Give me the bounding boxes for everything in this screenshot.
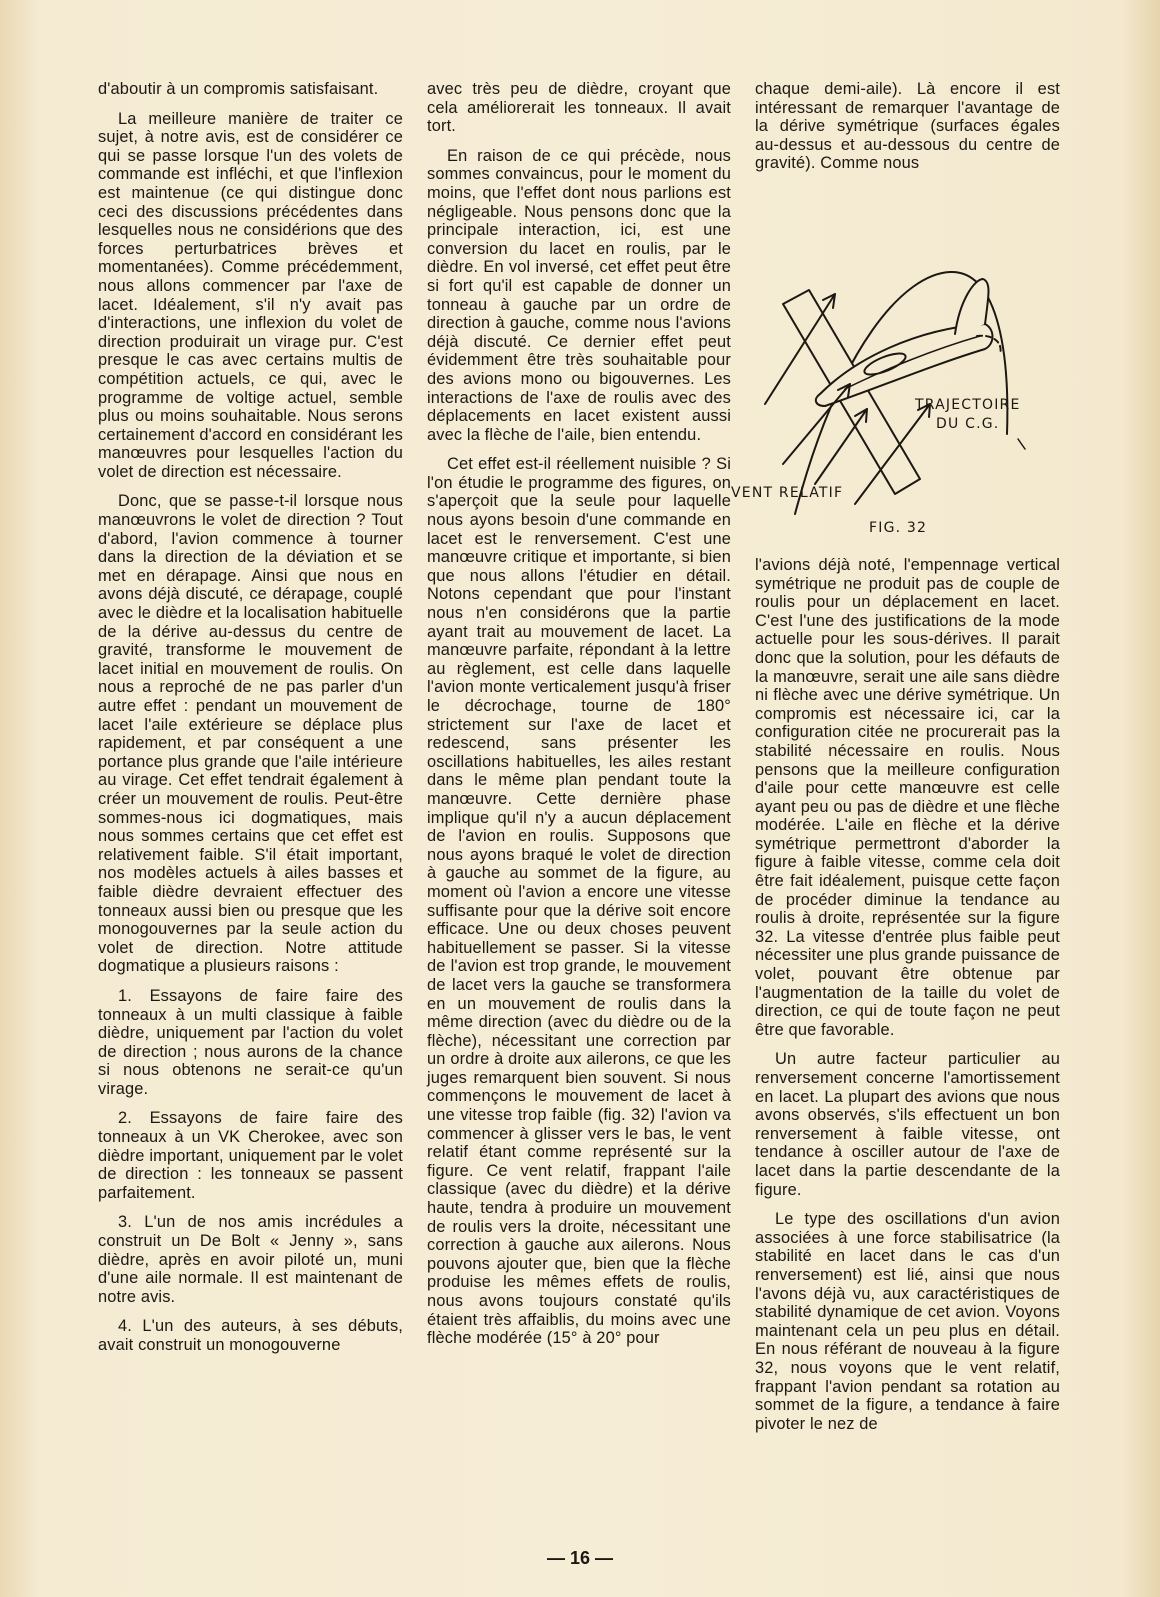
trajectory-label: [915, 396, 1021, 433]
paragraph: Donc, que se passe-t-il lorsque nous manœuvrons le volet de direction ? Tout d'abord, l'avion commence à tourner dans la direction de la déviation et se met en dérapage. Ainsi que nous en avons déjà discuté, ce dérapage, couplé avec le dièdre et la localisation habituelle de la dérive au-dessus du centre de gravité, transforme le mouvement de lacet initial en mouvement de roulis. On nous a reproché de ne pas parler d'un autre effet : pendant un mouvement de lacet l'aile extérieure se déplace plus rapidement, et par conséquent a une portance plus grande que l'aile intérieure au virage. Cet effet tendrait également à créer un mouvement de roulis. Peut-être sommes-nous ici dogmatiques, mais nous sommes certains que cet effet est relativement faible. S'il était important, nos modèles actuels à ailes basses et faible dièdre devraient effectuer des tonneaux aussi bien ou presque que les monogouvernes par la seule action du volet de direction. Notre attitude dogmatique a plusieurs raisons :: [98, 492, 403, 976]
page-number: — 16 —: [546, 1548, 614, 1568]
paragraph: d'aboutir à un compromis satisfaisant.: [98, 80, 379, 98]
paragraph: La meilleure manière de traiter ce sujet, à notre avis, est de considérer ce qui se passe lorsque l'un des volets de commande est infléchi, et que l'inflexion est maintenue (ce qui distingue donc ceci des discussions précédentes dans lesquelles nous ne considérions que des forces perturbatrices brèves et momentanées). Comme précédemment, nous allons commencer par l'axe de lacet. Idéalement, s'il n'y avait pas d'interactions, une inflexion du volet de direction produirait un virage pur. C'est presque le cas avec certains multis de compétition actuels, ce qui, avec le programme de voltige actuel, semble plus ou moins souhaitable. Nous serons certainement d'accord en considérant les manœuvres pour lesquelles l'action du volet de direction est nécessaire.: [98, 109, 403, 481]
text-column-3: [731, 80, 1060, 1444]
paragraph: l'avions déjà noté, l'empennage vertical symétrique ne produit pas de couple de roulis pour un déplacement en lacet. C'est l'une des justifications de la mode actuelle pour les sous-dérives. Il parait donc que la solution, pour les défauts de la manœuvre, serait une aile sans dièdre ni flèche avec une dérive symétrique. Un compromis est nécessaire ici, car la configuration citée ne procurerait pas la stabilité nécessaire en roulis. Nous pensons que la meilleure configuration d'aile pour cette manœuvre est celle ayant peu ou pas de dièdre et une flèche modérée. L'aile en flèche et la dérive symétrique permettront d'aborder la figure à faible vitesse, comme cela doit être fait idéalement, puisque cette façon de procéder diminue la tendance au roulis à droite, représentée sur la figure 32. La vitesse d'entrée plus faible peut nécessiter une plus grande puissance de volet, pouvant être obtenue par l'augmentation de la taille du volet de direction, ce qui de toute façon ne peut être que favorable.: [755, 555, 1060, 1039]
figure-32: [731, 184, 1050, 536]
paragraph: Un autre facteur particulier au renversement concerne l'amortissement en lacet. La plupart des avions que nous avons observés, s'ils effectuent un bon renversement à faible vitesse, ont tendance à osciller autour de l'axe de lacet dans la partie descendante de la figure.: [755, 1050, 1060, 1199]
list-item: 2. Essayons de faire faire des tonneaux à un VK Cherokee, avec son dièdre important, uniquement par le volet de direction : les tonneaux se passent parfaitement.: [98, 1109, 403, 1202]
figure-caption: FIG. 32: [869, 519, 928, 536]
text-column-1: [98, 80, 403, 1366]
list-item: 4. L'un des auteurs, à ses débuts, avait construit un monogouverne: [98, 1317, 403, 1354]
paragraph: En raison de ce qui précède, nous sommes convaincus, pour le moment du moins, que l'effet dont nous parlions est négligeable. Nous pensons donc que la principale interaction, ici, est une conversion du lacet en roulis, par le dièdre. En vol inversé, cet effet peut être si fort qu'il est capable de donner un tonneau à gauche par un ordre de direction à gauche, comme nous l'avions déjà discuté. Ce dernier effet peut évidemment être très souhaitable pour des avions mono ou bigouvernes. Les interactions de l'axe de roulis avec des déplacements en lacet existent aussi avec la flèche de l'aile, bien entendu.: [427, 146, 731, 444]
list-item: 1. Essayons de faire faire des tonneaux à un multi classique à faible dièdre, uniquement par l'action du volet de direction ; nous aurons de la chance si nous obtenons ne serait-ce qu'un virage.: [98, 986, 403, 1098]
airplane-diagram: [745, 184, 1060, 524]
paragraph: Le type des oscillations d'un avion associées à une force stabilisatrice (la stabilité en lacet dans le cas d'un renversement) est lié, ainsi que nous l'avons déjà vu, aux caractéristiques de stabilité dynamique de cet avion. Voyons maintenant cela un peu plus en détail. En nous référant de nouveau à la figure 32, nous voyons que le vent relatif, frappant l'avion pendant sa rotation au sommet de la figure, a tendance à faire pivoter le nez de: [755, 1210, 1060, 1433]
paragraph: chaque demi-aile). Là encore il est intéressant de remarquer l'avantage de la dérive symétrique (surfaces égales au-dessus et au-dessous du centre de gravité). Comme nous: [755, 80, 1060, 173]
list-item: 3. L'un de nos amis incrédules a construit un De Bolt « Jenny », sans dièdre, après en avoir piloté un, muni d'une aile normale. Il est maintenant de notre avis.: [98, 1213, 403, 1306]
wind-arrow: [815, 409, 867, 484]
trajectory-label-line-1: TRAJECTOIRE: [915, 396, 1021, 413]
wind-label: VENT RELATIF: [731, 484, 844, 501]
trajectory-label-line-2: DU C.G.: [936, 415, 1000, 432]
text-column-2: [427, 80, 731, 1359]
paragraph: avec très peu de dièdre, croyant que cela améliorerait les tonneaux. Il avait tort.: [427, 80, 731, 136]
paragraph: Cet effet est-il réellement nuisible ? Si l'on étudie le programme des figures, on s'aperçoit que la seule pour laquelle nous ayons besoin d'une commande en lacet est le renversement. C'est une manœuvre critique et importante, si bien que nous allons l'étudier en détail. Notons cependant que pour l'instant nous n'en considérons que la partie ayant trait au mouvement de lacet. La manœuvre parfaite, répondant à la lettre au règlement, est celle dans laquelle l'avion monte verticalement jusqu'à friser le décrochage, tourne de 180° strictement sur l'axe de lacet et redescend, sans présenter les oscillations habituelles, les ailes restant dans le même plan pendant toute la manœuvre. Cette dernière phase implique qu'il n'y a aucun déplacement de l'avion en roulis. Supposons que nous ayons braqué le volet de direction à gauche au sommet de la figure, au moment où l'avion a encore une vitesse suffisante pour que la dérive soit encore efficace. Une ou deux choses peuvent habituellement se passer. Si la vitesse de l'avion est trop grande, le mouvement de lacet vers la gauche se transformera en un mouvement de roulis dans la même direction (avec du dièdre ou de la flèche), nécessitant une correction par un ordre à droite aux ailerons, ce que les juges remarquent bien souvent. Si nous commençons le mouvement de lacet à une vitesse trop faible (fig. 32) l'avion va commencer à glisser vers le bas, le vent relatif étant comme représenté sur la figure. Ce vent relatif, frappant l'aile classique (avec du dièdre) et la dérive haute, tendra à produire un mouvement de roulis vers la droite, nécessitant une correction à gauche aux ailerons. Nous pouvons ajouter que, bien que la flèche produise les mêmes effets de roulis, nous avons toujours constaté qu'ils étaient très affaiblis, du moins avec une flèche modérée (15° à 20° pour: [427, 455, 731, 1348]
